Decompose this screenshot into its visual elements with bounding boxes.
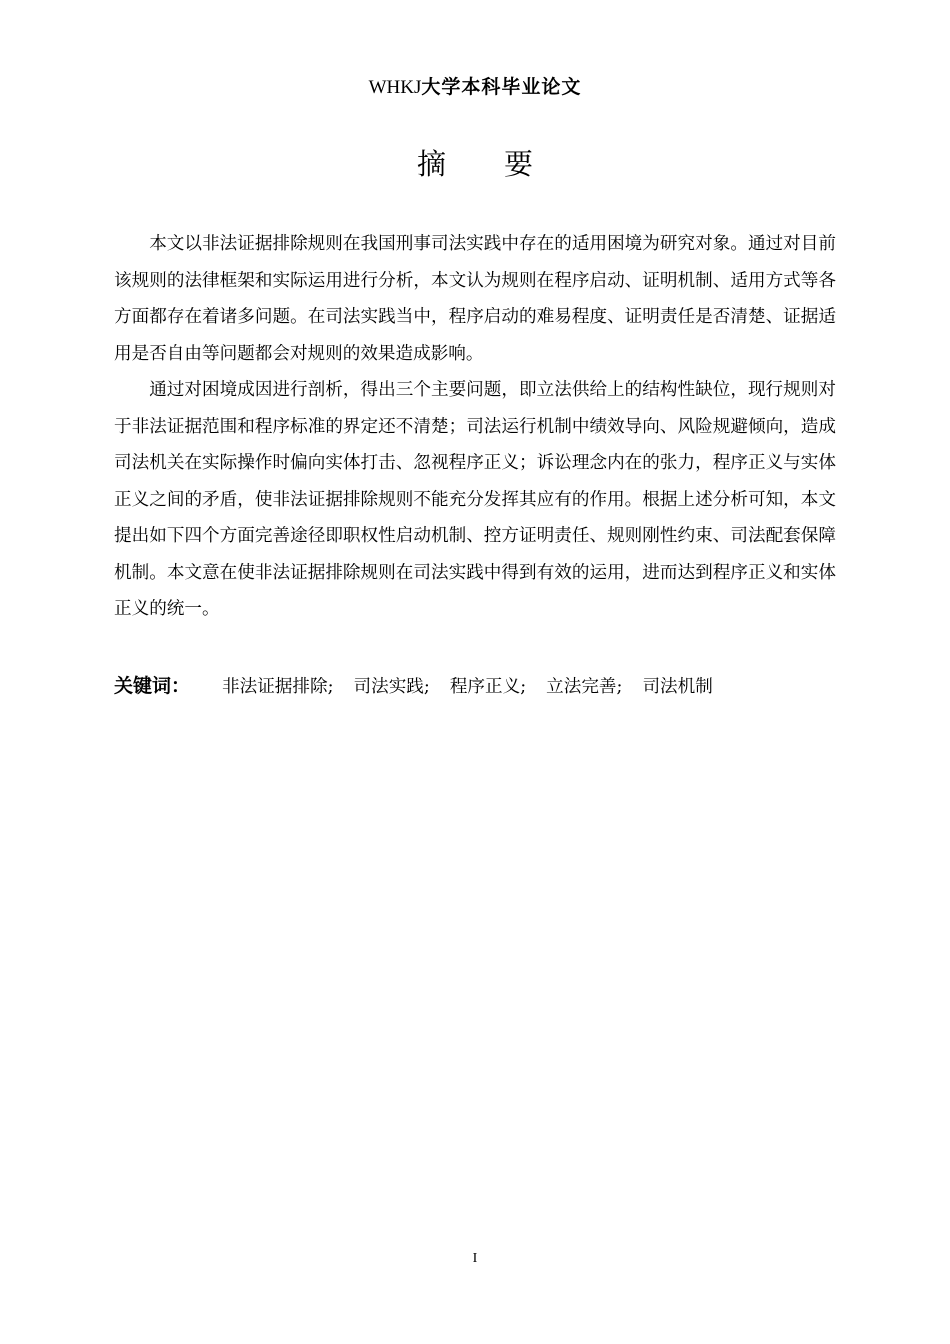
abstract-paragraph-1: 本文以非法证据排除规则在我国刑事司法实践中存在的适用困境为研究对象。通过对目前该规则的法律框架和实际运用进行分析，本文认为规则在程序启动、证明机制、适用方式等各方面都存在着诸多问题。在司法实践当中，程序启动的难易程度、证明责任是否清楚、证据适用是否自由等问题都会对规则的效果造成影响。 <box>114 234 836 364</box>
keyword-item: 程序正义; <box>449 677 527 697</box>
keyword-item: 司法机制 <box>642 677 713 697</box>
running-header-prefix: WHKJ <box>368 77 422 98</box>
abstract-title <box>0 144 950 184</box>
abstract-body <box>114 226 836 628</box>
page-number: I <box>472 1251 478 1266</box>
abstract-title-char-2: 要 <box>504 147 534 181</box>
abstract-paragraph-2: 通过对困境成因进行剖析，得出三个主要问题，即立法供给上的结构性缺位，现行规则对于非法证据范围和程序标准的界定还不清楚；司法运行机制中绩效导向、风险规避倾向，造成司法机关在实际操作时偏向实体打击、忽视程序正义；诉讼理念内在的张力，程序正义与实体正义之间的矛盾，使非法证据排除规则不能充分发挥其应有的作用。根据上述分析可知，本文提出如下四个方面完善途径即职权性启动机制、控方证明责任、规则刚性约束、司法配套保障机制。本文意在使非法证据排除规则在司法实践中得到有效的运用，进而达到程序正义和实体正义的统一。 <box>114 380 836 619</box>
abstract-title-char-1: 摘 <box>416 147 446 181</box>
keywords-label: 关键词： <box>114 675 191 697</box>
keyword-item: 非法证据排除; <box>222 677 334 697</box>
running-header-title: 大学本科毕业论文 <box>421 76 582 98</box>
keyword-item: 司法实践; <box>353 677 430 697</box>
keywords-line <box>114 668 836 705</box>
running-header <box>0 74 950 101</box>
keyword-item: 立法完善; <box>546 677 623 697</box>
